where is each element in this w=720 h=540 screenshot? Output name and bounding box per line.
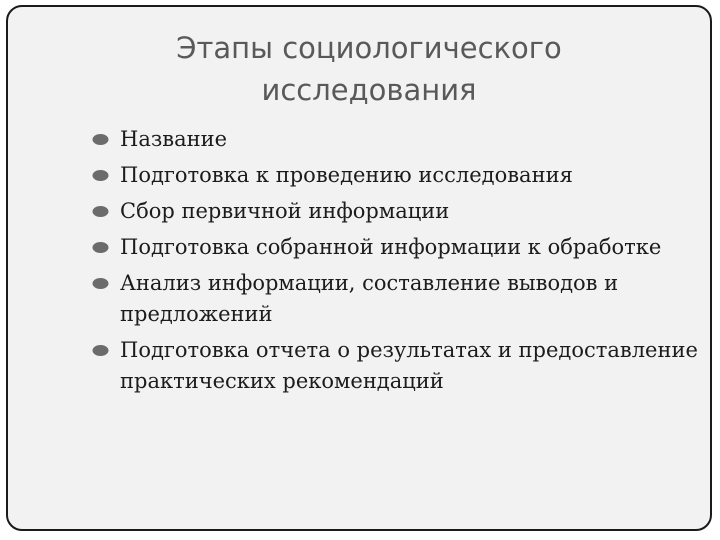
bullet-text: Подготовка собранной информации к обработке — [120, 235, 662, 259]
slide-title-line-1: Этапы социологического — [176, 31, 562, 65]
bullet-item — [80, 160, 700, 191]
bullet-item — [80, 335, 700, 397]
bullet-text: Анализ информации, составление выводов и предложений — [120, 271, 619, 326]
leaf-bullet-icon — [92, 241, 109, 254]
bullet-text: Подготовка отчета о результатах и предоставление практических рекомендаций — [120, 338, 698, 393]
leaf-bullet-icon — [92, 169, 109, 182]
slide-title-line-2: исследования — [261, 73, 477, 107]
bullet-item — [80, 232, 700, 263]
leaf-bullet-icon — [92, 133, 109, 146]
bullet-text: Название — [120, 127, 228, 151]
slide — [6, 5, 712, 531]
slide-title — [68, 27, 670, 111]
bullet-item — [80, 124, 700, 155]
bullet-item — [80, 268, 700, 330]
bullet-item — [80, 196, 700, 227]
leaf-bullet-icon — [92, 277, 109, 290]
leaf-bullet-icon — [92, 344, 109, 357]
bullet-text: Сбор первичной информации — [120, 199, 450, 223]
bullet-text: Подготовка к проведению исследования — [120, 163, 573, 187]
leaf-bullet-icon — [92, 205, 109, 218]
bullet-list — [80, 124, 700, 402]
